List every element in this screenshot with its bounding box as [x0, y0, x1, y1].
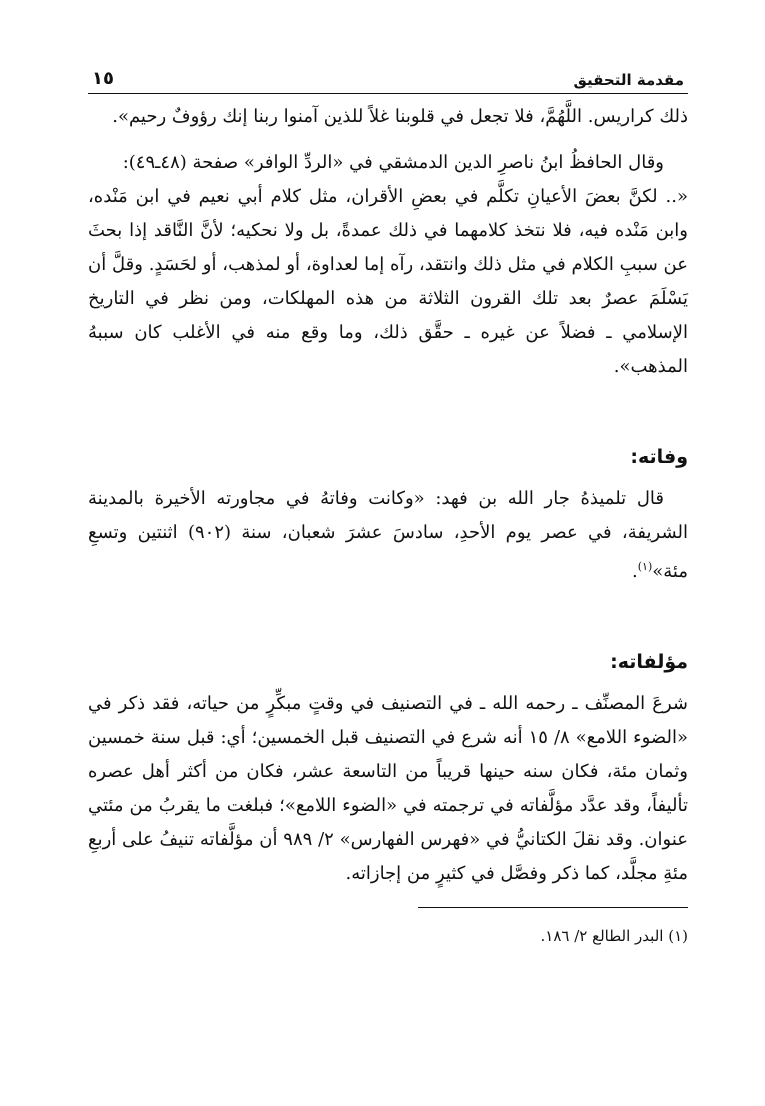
body-text [88, 100, 688, 891]
running-header [88, 58, 688, 94]
footnote-divider [418, 907, 688, 908]
footnote: (١) البدر الطالع ٢/ ١٨٦. [540, 927, 688, 945]
paragraph-wafat-end: . [632, 561, 638, 582]
paragraph-wafat-text: قال تلميذهُ جار الله بن فهد: «وكانت وفاتهُ في مجاورته الأخيرة بالمدينة الشريفة، في عصر يوم الأحدِ، سادسَ عشرَ شعبان، سنة (٩٠٢) اثنتين وتسعِ مئة» [88, 488, 688, 582]
book-page [88, 58, 688, 950]
footnote-ref[interactable]: (١) [637, 560, 653, 573]
paragraph-quote-intro: وقال الحافظُ ابنُ ناصرِ الدين الدمشقي في «الردِّ الوافر» صفحة (٤٨ـ٤٩): [122, 152, 664, 173]
page-number: ١٥ [92, 68, 114, 89]
running-header-title: مقدمة التحقيق [573, 71, 684, 89]
paragraph-quote: «.. لكنَّ بعضَ الأعيانِ تكلَّم في بعضِ الأقران، مثل كلام أبي نعيم في ابن مَنْده، وابن مَنْده فيه، فلا نتخذ كلامهما في ذلك عمدةً، بل ولا نحكيه؛ لأنَّ النَّاقد إذا بحثَ عن سببِ الكلام في مثل ذلك وانتقد، رآه إما لعداوة، أو لمذهب، أو لحَسَدٍ. وقلَّ أن يَسْلَمَ عصرٌ بعد تلك القرون الثلاثة من هذه المهلكات، ومن نظر في التاريخ الإسلامي ـ فضلاً عن غيره ـ حقَّق ذلك، وما وقع منه في الأغلب كان سببهُ المذهب». [88, 186, 688, 377]
paragraph-wafat [88, 482, 688, 589]
section-heading-wafat: وفاته: [630, 446, 688, 468]
section-heading-muallafat: مؤلفاته: [610, 651, 688, 673]
paragraph-muallafat: شرعَ المصنِّف ـ رحمه الله ـ في التصنيف في وقتٍ مبكِّرٍ من حياته، فقد ذكر في «الضوء اللامع» ٨/ ١٥ أنه شرع في التصنيف قبل الخمسين؛ أي: قبل سنة خمسين وثمان مئة، فكان سنه حينها قريباً من التاسعة عشر، فكان من أكثر أهل عصره تأليفاً، وقد عدَّد مؤلَّفاته في ترجمته في «الضوء اللامع»؛ فبلغت ما يقربُ من مئتي عنوان. وقد نقلَ الكتانيُّ في «فهرس الفهارس» ٢/ ٩٨٩ أن مؤلَّفاته تنيفُ على أربعِ مئةِ مجلَّد، كما ذكر وفصَّل في كثيرٍ من إجازاته. [88, 693, 688, 884]
paragraph-continuation: ذلك كراريس. اللَّهُمَّ، فلا تجعل في قلوبنا غلاً للذين آمنوا ربنا إنك رؤوفٌ رحيم». [112, 106, 688, 127]
